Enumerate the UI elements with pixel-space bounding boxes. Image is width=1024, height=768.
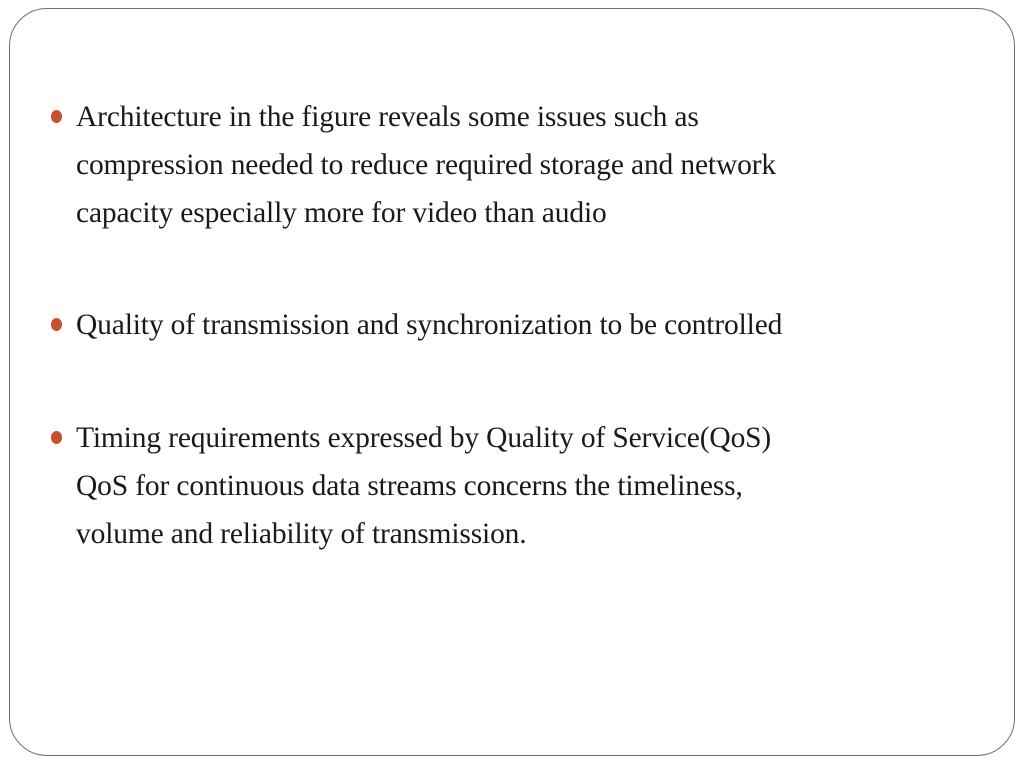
bullet-dot-icon	[51, 318, 62, 331]
bullet-dot-icon	[51, 110, 62, 123]
slide-frame	[9, 8, 1015, 756]
bullet-item	[76, 301, 976, 349]
bullet-text: Quality of transmission and synchronization to be controlled	[76, 309, 783, 341]
bullet-dot-icon	[51, 431, 62, 444]
bullet-item	[76, 93, 976, 237]
bullet-item	[76, 414, 976, 558]
bullet-text: Architecture in the figure reveals some issues such as compression needed to reduce required storage and network capacity especially more for video than audio	[76, 101, 776, 229]
bullet-text: Timing requirements expressed by Quality of Service(QoS) QoS for continuous data streams concerns the timeliness, volume and reliability of transmission.	[76, 422, 772, 550]
